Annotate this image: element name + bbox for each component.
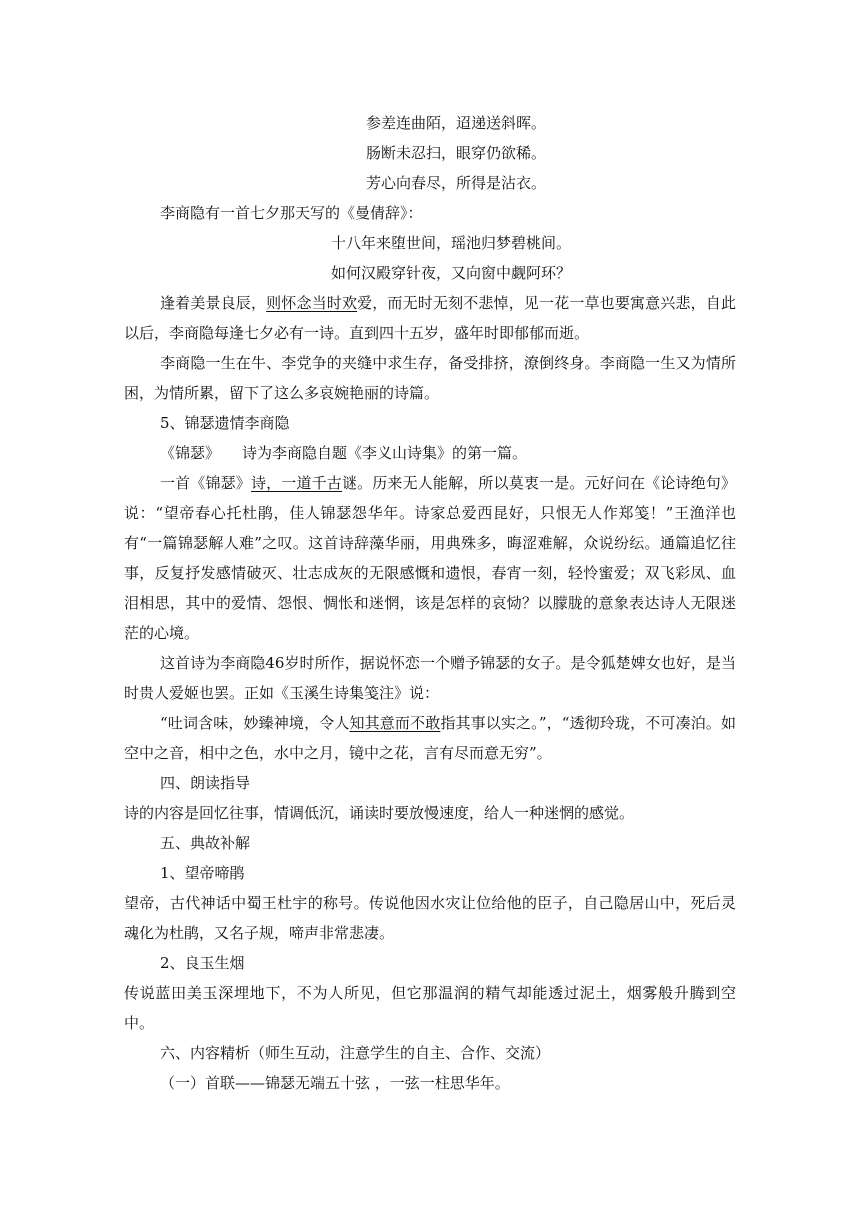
section-heading-4: 四、朗读指导 — [160, 774, 251, 792]
poem-line: 芳心向春尽，所得是沾衣。 — [365, 174, 546, 192]
section-heading-5: 5、锦瑟遗情李商隐 — [160, 414, 290, 432]
underlined-text: 知其意而不敢 — [349, 714, 441, 732]
text-run: 一首《锦瑟》 — [160, 474, 251, 492]
poem-line: 参差连曲陌，迢递送斜晖。 — [365, 114, 546, 132]
paragraph-life: 李商隐一生在牛、李党争的夹缝中求生存，备受排挤，潦倒终身。李商隐一生又为情所困，为情所累，留下了这么多哀婉艳丽的诗篇。 — [124, 354, 736, 402]
section-heading-6: 六、内容精析（师生互动，注意学生的自主、合作、交流） — [160, 1044, 551, 1062]
paragraph-qixi-intro: 李商隐有一首七夕那天写的《曼倩辞》： — [160, 204, 423, 222]
text-run: 《锦瑟》 — [160, 444, 221, 462]
paragraph-jinse-title — [124, 438, 736, 468]
text-run: 诗为李商隐自题《李义山诗集》的第一篇。 — [242, 444, 528, 462]
text-run: 指其事以实之。”，“透彻玲珑，不可凑泊。如空中之音，相中之色，水中之月，镜中之花，言有尽而意无穷”。 — [124, 714, 736, 762]
text-run: 谜。历来无人能解，所以莫衷一是。元好问在《论诗绝句》说：“望帝春心托杜鹃，佳人锦瑟怨华年。诗家总爱西昆好，只恨无人作郑笺！”王渔洋也有“一篇锦瑟解人难”之叹。这首诗辞藻华丽，用典殊多，晦涩难解，众说纷纭。通篇追忆往事，反复抒发感情破灭、壮志成灰的无限感慨和遗恨，春宵一刻，轻怜蜜爱；双飞彩凤、血泪相思，其中的爱情、怨恨、惆怅和迷惘，该是怎样的哀恸？以朦胧的意象表达诗人无限迷茫的心境。 — [124, 474, 736, 642]
paragraph-age-46: 这首诗为李商隐46岁时所作，据说怀恋一个赠予锦瑟的女子。是令狐楚婢女也好，是当时贵人爱姬也罢。正如《玉溪生诗集笺注》说： — [124, 654, 736, 702]
section-heading-5b: 五、典故补解 — [160, 834, 251, 852]
underlined-text: 诗，一道千古 — [250, 474, 342, 492]
paragraph-reading: 诗的内容是回忆往事，情调低沉，诵读时要放慢速度，给人一种迷惘的感觉。 — [124, 804, 635, 822]
paragraph-wangdi: 望帝，古代神话中蜀王杜宇的称号。传说他因水灾让位给他的臣子，自己隐居山中，死后灵魂化为杜鹃，又名子规，啼声非常悲凄。 — [124, 894, 736, 942]
poem-line: 十八年来堕世间，瑶池归梦碧桃间。 — [330, 234, 571, 252]
subheading-shoulian: （一）首联——锦瑟无端五十弦 ，一弦一柱思华年。 — [160, 1074, 510, 1092]
subheading-liangyu: 2、良玉生烟 — [160, 954, 245, 972]
paragraph-quote — [124, 708, 736, 768]
text-run: “吐词含味，妙臻神境，令人 — [160, 714, 350, 732]
poem-line: 肠断未忍扫，眼穿仍欲稀。 — [365, 144, 546, 162]
underlined-text: 则怀念当时欢 — [266, 294, 358, 312]
text-run: 逢着美景良辰， — [160, 294, 267, 312]
paragraph-fengzhe — [124, 288, 736, 348]
subheading-wangdi: 1、望帝啼鹃 — [160, 864, 245, 882]
poem-line: 如何汉殿穿针夜，又向窗中觑阿环？ — [330, 264, 571, 282]
paragraph-liangyu: 传说蓝田美玉深埋地下，不为人所见，但它那温润的精气却能透过泥土，烟雾般升腾到空中。 — [124, 984, 736, 1032]
paragraph-yishou — [124, 468, 736, 648]
text-run: 爱，而无时无刻不悲悼，见一花一草也要寓意兴悲，自此以后，李商隐每逢七夕必有一诗。直到四十五岁，盛年时即郁郁而逝。 — [124, 294, 736, 342]
document-body — [124, 108, 736, 1098]
